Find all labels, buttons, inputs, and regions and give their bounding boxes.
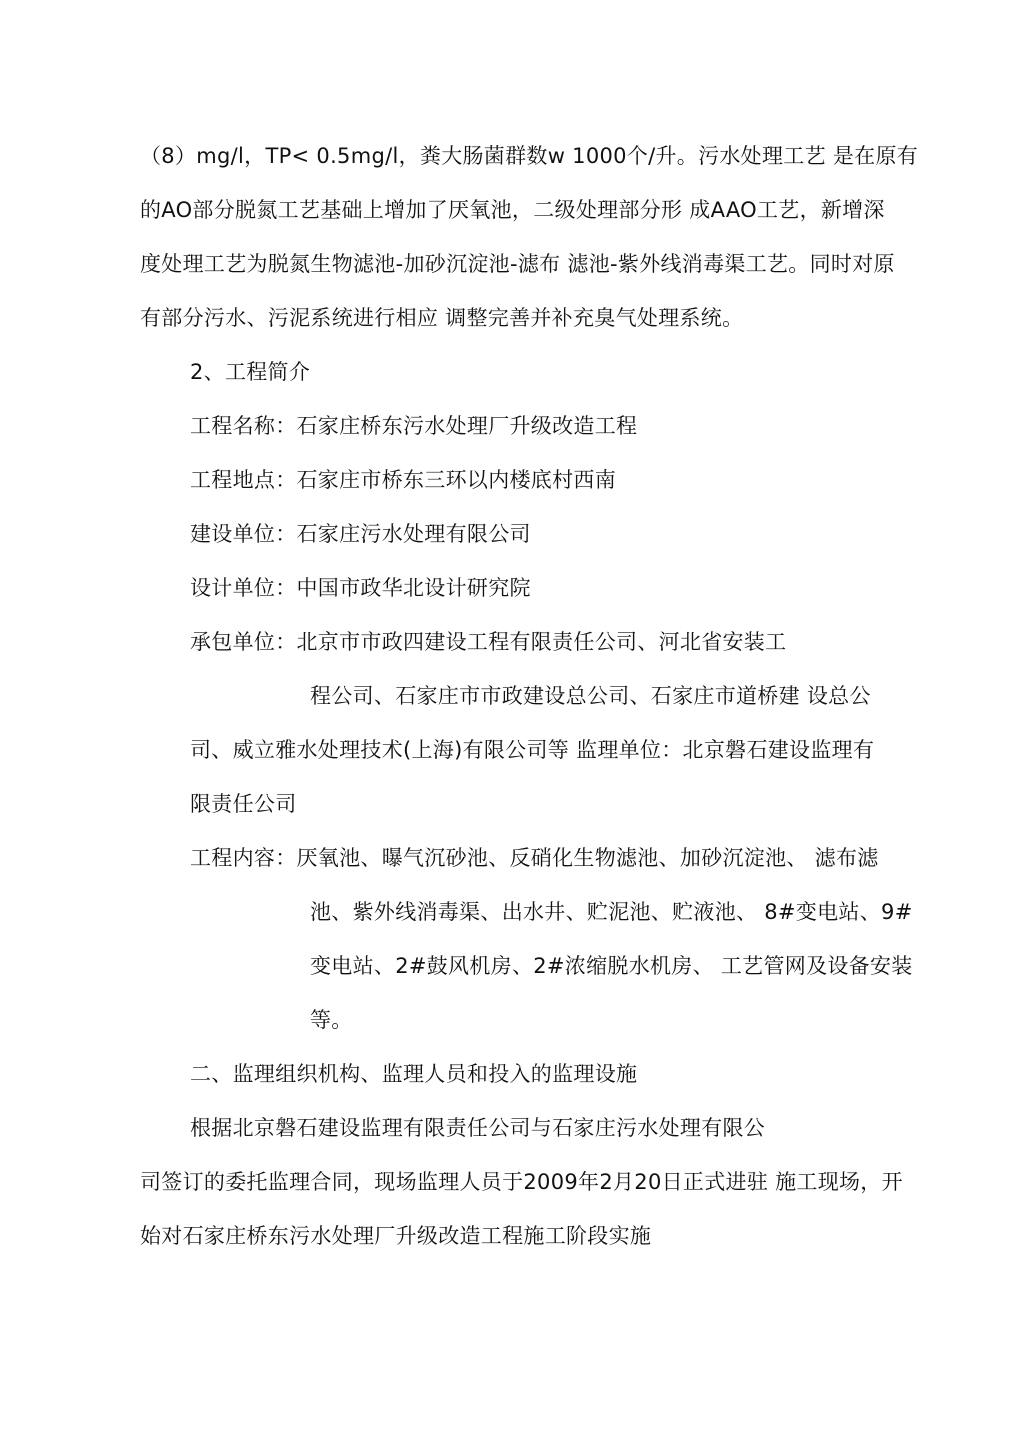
project-designer: 设计单位：中国市政华北设计研究院 [190,576,531,600]
section-heading: 二、监理组织机构、监理人员和投入的监理设施 [190,1062,638,1086]
contractor-line: 程公司、石家庄市市政建设总公司、石家庄市道桥建 设总公 [310,684,871,708]
project-owner: 建设单位：石家庄污水处理有限公司 [190,522,531,546]
content-line: 变电站、2#鼓风机房、2#浓缩脱水机房、 工艺管网及设备安装 [310,954,913,978]
content-line: 等。 [310,1008,353,1032]
paragraph-line: 度处理工艺为脱氮生物滤池-加砂沉淀池-滤布 滤池-紫外线消毒渠工艺。同时对原 [140,252,895,276]
content-line: 池、紫外线消毒渠、出水井、贮泥池、贮液池、 8#变电站、9# [310,900,913,924]
contractor-line: 限责任公司 [190,792,297,816]
project-name: 工程名称：石家庄桥东污水处理厂升级改造工程 [190,414,638,438]
paragraph-line: 始对石家庄桥东污水处理厂升级改造工程施工阶段实施 [140,1224,652,1248]
contractor-line: 承包单位：北京市市政四建设工程有限责任公司、河北省安装工 [190,630,787,654]
section-heading: 2、工程简介 [190,360,311,384]
content-line: 工程内容：厌氧池、曝气沉砂池、反硝化生物滤池、加砂沉淀池、 滤布滤 [190,846,879,870]
paragraph-line: 有部分污水、污泥系统进行相应 调整完善并补充臭气处理系统。 [140,306,744,330]
paragraph-line: 的AO部分脱氮工艺基础上增加了厌氧池，二级处理部分形 成AAO工艺，新增深 [140,198,885,222]
contractor-line: 司、威立雅水处理技术(上海)有限公司等 监理单位：北京磐石建设监理有 [190,738,875,762]
project-location: 工程地点：石家庄市桥东三环以内楼底村西南 [190,468,616,492]
paragraph-line: 司签订的委托监理合同，现场监理人员于2009年2月20日正式进驻 施工现场，开 [140,1170,903,1194]
paragraph-line: （8）mg/l，TP< 0.5mg/l，粪大肠菌群数w 1000个/升。污水处理工艺 是在原有 [140,144,919,168]
paragraph-line: 根据北京磐石建设监理有限责任公司与石家庄污水处理有限公 [190,1116,766,1140]
